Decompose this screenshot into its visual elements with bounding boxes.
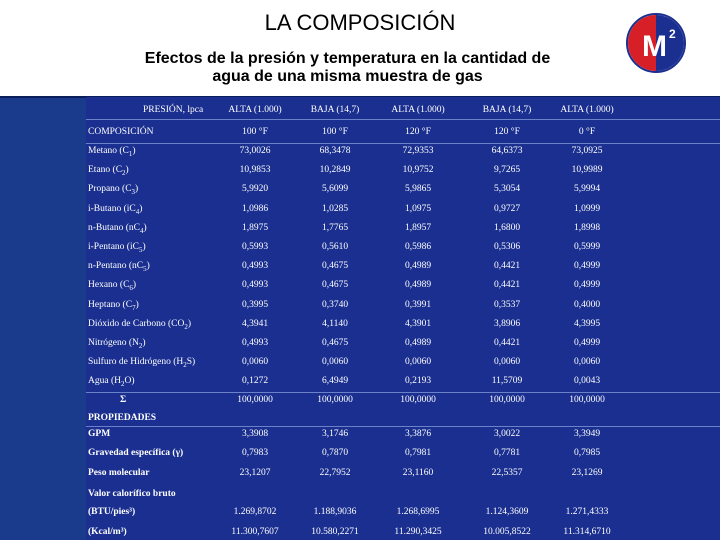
component-value: 73,0925 — [571, 146, 603, 156]
kcal-value: 11.290,3425 — [394, 526, 442, 537]
component-value: 0,1272 — [241, 376, 269, 387]
component-value: 0,4675 — [321, 338, 349, 348]
row-divider — [86, 119, 720, 120]
property-label: Gravedad específica (γ) — [88, 448, 184, 459]
property-value: 3,0022 — [493, 428, 521, 439]
component-value: 0,0060 — [404, 357, 432, 368]
header-composicion-label: COMPOSICIÓN — [88, 127, 154, 137]
header-temperature: 120 °F — [494, 127, 520, 137]
component-value: 0,4000 — [573, 299, 601, 310]
btu-value: 1.124,3609 — [485, 507, 529, 518]
component-value: 0,0060 — [573, 357, 601, 368]
component-value: 0,4675 — [321, 261, 349, 272]
component-value: 0,3537 — [493, 299, 521, 310]
property-value: 23,1269 — [571, 467, 603, 478]
component-label: Dióxido de Carbono $(CO_2)$ — [88, 318, 191, 331]
component-value: 4,3995 — [573, 318, 601, 329]
property-label: Peso molecular — [88, 467, 150, 478]
component-value: 10,9853 — [239, 165, 271, 176]
kcal-label: (Kcal/m³) — [88, 526, 127, 537]
sigma-value: 100,0000 — [400, 394, 436, 405]
component-value: 5,9920 — [241, 184, 269, 195]
subtitle-line-1: Efectos de la presión y temperatura en la cantidad de — [144, 50, 551, 67]
property-value: 0,7781 — [493, 448, 521, 459]
sigma-value: 100,0000 — [569, 394, 605, 405]
component-value: 5,3054 — [493, 184, 521, 195]
header-temperature: 0 °F — [578, 127, 596, 137]
component-label: i-Pentano $(iC_5)$ — [88, 242, 146, 254]
property-value: 3,3949 — [573, 428, 601, 439]
component-value: 6,4949 — [321, 376, 349, 387]
component-value: 0,0043 — [573, 376, 601, 387]
component-value: 0,4999 — [573, 280, 601, 291]
slide-title: LA COMPOSICIÓN — [264, 10, 456, 35]
component-value: 10,9752 — [402, 165, 434, 176]
component-value: 0,3991 — [404, 299, 432, 310]
header-temperature: 120 °F — [405, 127, 431, 137]
property-value: 0,7981 — [404, 448, 432, 459]
component-value: 1,0986 — [241, 203, 269, 214]
component-value: 0,4993 — [241, 338, 269, 348]
component-value: 0,4989 — [404, 261, 432, 272]
kcal-value: 11.300,7607 — [231, 526, 279, 537]
component-value: 0,4421 — [493, 280, 521, 291]
component-value: 0,4993 — [241, 261, 269, 272]
header-pressure: ALTA (1.000) — [228, 105, 282, 115]
component-value: 0,3995 — [241, 299, 269, 310]
btu-label: (BTU/pies³) — [88, 507, 136, 518]
sigma-value: 100,0000 — [237, 394, 273, 405]
component-value: 1,0975 — [404, 203, 432, 214]
component-value: 1,0999 — [573, 203, 601, 214]
component-value: 0,4421 — [493, 338, 521, 348]
component-value: 72,9353 — [402, 146, 434, 156]
component-value: 1,8998 — [573, 222, 601, 233]
component-value: 0,5993 — [241, 242, 269, 252]
component-value: 4,3941 — [241, 318, 269, 329]
logo-letter: M — [642, 30, 667, 63]
property-value: 0,7985 — [573, 448, 601, 459]
component-value: 0,2193 — [404, 376, 432, 387]
row-divider — [86, 426, 720, 427]
component-label: Nitrógeno $(N_2)$ — [88, 338, 146, 350]
property-label: GPM — [88, 428, 111, 439]
component-value: 5,6099 — [321, 184, 349, 195]
btu-value: 1.271,4333 — [565, 507, 609, 518]
component-label: Agua $(H_2O)$ — [88, 376, 135, 389]
component-label: Propano $(C_3)$ — [88, 184, 139, 197]
property-value: 3,3908 — [241, 428, 269, 439]
component-value: 0,5986 — [404, 242, 432, 252]
header-presion-label: PRESIÓN, lpca — [143, 105, 204, 115]
property-value: 22,5357 — [491, 467, 523, 478]
sigma-value: 100,0000 — [489, 394, 525, 405]
company-logo-icon — [625, 12, 687, 74]
component-value: 10,2849 — [319, 165, 351, 176]
component-value: 4,3901 — [404, 318, 432, 329]
slide-header — [0, 0, 720, 98]
property-value: 3,3876 — [404, 428, 432, 439]
component-value: 0,0060 — [493, 357, 521, 368]
header-pressure: BAJA (14,7) — [482, 105, 532, 115]
header-pressure: ALTA (1.000) — [391, 105, 445, 115]
component-value: 5,9865 — [404, 184, 432, 195]
sigma-label: Σ — [120, 394, 127, 405]
component-value: 10,9989 — [571, 165, 603, 176]
header-pressure: BAJA (14,7) — [310, 105, 360, 115]
component-value: 0,5610 — [321, 242, 349, 252]
component-value: 73,0026 — [239, 146, 271, 156]
composition-table — [0, 97, 720, 540]
component-value: 0,4675 — [321, 280, 349, 291]
component-value: 0,4999 — [573, 338, 601, 348]
component-value: 11,5709 — [491, 376, 523, 387]
component-value: 9,7265 — [493, 165, 521, 176]
component-value: 0,4421 — [493, 261, 521, 272]
component-value: 1,7765 — [321, 222, 349, 233]
property-value: 23,1207 — [239, 467, 271, 478]
component-value: 0,4993 — [241, 280, 269, 291]
valor-calorifico-label: Valor calorífico bruto — [88, 489, 176, 500]
component-value: 64,6373 — [491, 146, 523, 156]
component-value: 5,9994 — [573, 184, 601, 195]
property-value: 0,7983 — [241, 448, 269, 459]
component-value: 0,4989 — [404, 280, 432, 291]
component-label: n-Pentano $(nC_5)$ — [88, 261, 150, 274]
header-pressure: ALTA (1.000) — [560, 105, 614, 115]
property-value: 23,1160 — [402, 467, 434, 478]
kcal-value: 11.314,6710 — [563, 526, 611, 537]
btu-value: 1.269,8702 — [233, 507, 277, 518]
component-value: 0,4999 — [573, 261, 601, 272]
header-temperature: 100 °F — [322, 127, 348, 137]
component-value: 0,4989 — [404, 338, 432, 348]
component-label: Metano $(C_1)$ — [88, 146, 136, 158]
component-label: i-Butano $(iC_4)$ — [88, 203, 143, 216]
component-label: n-Butano $(nC_4)$ — [88, 222, 147, 235]
slide-subtitle — [60, 50, 635, 86]
component-value: 0,0060 — [241, 357, 269, 368]
kcal-value: 10.005,8522 — [483, 526, 531, 537]
btu-value: 1.188,9036 — [313, 507, 357, 518]
component-value: 68,3478 — [319, 146, 351, 156]
component-label: Heptano $(C_7)$ — [88, 299, 139, 312]
component-value: 4,1140 — [322, 318, 348, 329]
row-divider — [86, 392, 720, 393]
subtitle-line-2: agua de una misma muestra de gas — [212, 68, 483, 85]
component-value: 0,9727 — [493, 203, 521, 214]
logo-superscript: 2 — [669, 27, 676, 41]
component-value: 0,3740 — [321, 299, 349, 310]
component-label: Etano $(C_2)$ — [88, 165, 129, 178]
component-label: Hexano $(C_6)$ — [88, 280, 137, 293]
property-value: 3,1746 — [321, 428, 349, 439]
component-value: 1,6800 — [493, 222, 521, 233]
btu-value: 1.268,6995 — [396, 507, 440, 518]
component-value: 0,5306 — [493, 242, 521, 252]
component-value: 1,0285 — [321, 203, 349, 214]
component-value: 0,0060 — [321, 357, 349, 368]
sigma-value: 100,0000 — [317, 394, 353, 405]
component-value: 1,8975 — [241, 222, 269, 233]
row-divider — [86, 143, 720, 144]
component-value: 3,8906 — [493, 318, 521, 329]
kcal-value: 10.580,2271 — [311, 526, 359, 537]
property-value: 22,7952 — [319, 467, 351, 478]
component-value: 1,8957 — [404, 222, 432, 233]
header-temperature: 100 °F — [242, 127, 268, 137]
property-value: 0,7870 — [321, 448, 349, 459]
propiedades-label: PROPIEDADES — [88, 412, 157, 423]
component-label: Sulfuro de Hidrógeno $(H_2S)$ — [88, 357, 196, 370]
component-value: 0,5999 — [573, 242, 601, 252]
